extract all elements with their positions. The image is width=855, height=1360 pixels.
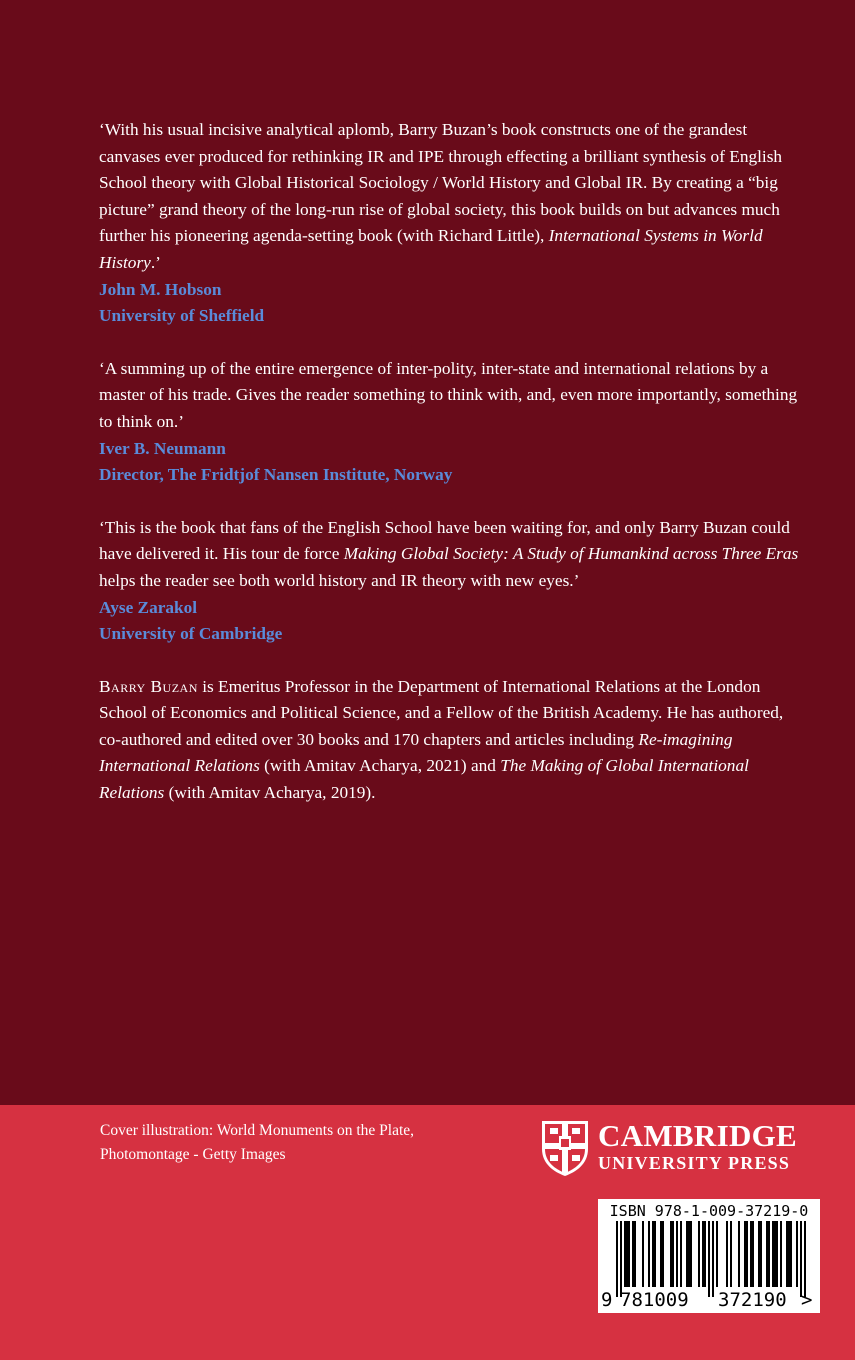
cover-credit	[100, 1119, 414, 1167]
barcode-bar	[776, 1221, 778, 1287]
barcode-digit-first: 9	[601, 1289, 613, 1311]
isbn-barcode	[598, 1199, 820, 1313]
barcode-bar	[680, 1221, 682, 1287]
barcode-bar	[670, 1221, 672, 1287]
publisher-name-line-1: CAMBRIDGE	[598, 1118, 798, 1153]
endorser-name: John M. Hobson	[99, 279, 222, 299]
author-bio: Barry Buzan is Emeritus Professor in the Department of International Relations at the London School of Economics and Political Science, and a Fellow of the British Academy. He has authored, co-authored and edited over 30 books and 170 chapters and articles including Re-imagining International Relations (with Amitav Acharya, 2021) and The Making of Global International Relations (with Amitav Acharya, 2019).	[99, 676, 784, 803]
barcode-bar	[752, 1221, 754, 1287]
barcode-bar	[654, 1221, 656, 1287]
barcode-bar	[662, 1221, 664, 1287]
back-cover-text	[99, 117, 804, 807]
barcode-bar	[780, 1221, 782, 1287]
author-name: Barry Buzan	[99, 676, 198, 696]
endorser-affiliation: University of Sheffield	[99, 306, 265, 326]
barcode-bar	[790, 1221, 792, 1287]
publisher-name	[598, 1119, 797, 1173]
barcode-guard-bar	[804, 1221, 806, 1297]
endorser-affiliation: University of Cambridge	[99, 624, 283, 644]
barcode-bar	[768, 1221, 770, 1287]
barcode-bar	[628, 1221, 630, 1287]
barcode-bar	[652, 1221, 654, 1287]
cover-credit-line-2: Photomontage - Getty Images	[100, 1146, 286, 1163]
back-cover-footer-band	[0, 1105, 855, 1360]
barcode-bar	[626, 1221, 628, 1287]
endorser-affiliation: Director, The Fridtjof Nansen Institute, Norway	[99, 465, 453, 485]
barcode-bar	[704, 1221, 706, 1287]
endorsement-3	[99, 515, 804, 648]
endorsement-1	[99, 117, 804, 330]
cover-credit-line-1: Cover illustration: World Monuments on the Plate,	[100, 1122, 415, 1139]
barcode-bar	[660, 1221, 662, 1287]
barcode-guard-bar	[708, 1221, 710, 1297]
barcode-guard-bar	[616, 1221, 618, 1297]
barcode-bar	[796, 1221, 798, 1287]
barcode-bar	[738, 1221, 740, 1287]
endorser-name: Iver B. Neumann	[99, 438, 226, 458]
barcode-bar	[788, 1221, 790, 1287]
barcode-bar	[698, 1221, 700, 1287]
barcode-bar	[690, 1221, 692, 1287]
endorsement-quote: ‘This is the book that fans of the English School have been waiting for, and only Barry Buzan could have delivered it. His tour de force Making Global Society: A Study of Humankind across Three Eras helps the reader see both world history and IR theory with new eyes.’	[99, 517, 799, 590]
barcode-bar	[624, 1221, 626, 1287]
barcode-digits-left: 781009	[620, 1289, 689, 1311]
barcode-bar	[758, 1221, 760, 1287]
barcode-bar	[766, 1221, 768, 1287]
barcode-guard-bar	[620, 1221, 622, 1297]
barcode-bar	[672, 1221, 674, 1287]
barcode-bar	[686, 1221, 688, 1287]
endorser-name: Ayse Zarakol	[99, 597, 198, 617]
barcode-bar	[760, 1221, 762, 1287]
publisher-name-line-2: UNIVERSITY PRESS	[598, 1153, 791, 1173]
barcode-bar	[688, 1221, 690, 1287]
barcode-bar	[642, 1221, 644, 1287]
barcode-bar	[726, 1221, 728, 1287]
cambridge-shield-icon	[540, 1119, 590, 1177]
endorsement-quote: ‘With his usual incisive analytical aplomb, Barry Buzan’s book constructs one of the grandest canvases ever produced for rethinking IR and IPE through effecting a brilliant synthesis of English School theory with Global Historical Sociology / World History and Global IR. By creating a “big picture” grand theory of the long-run rise of global society, this book builds on but advances much further his pioneering agenda-setting book (with Richard Little), International Systems in World History.’	[99, 120, 783, 272]
barcode-bar	[750, 1221, 752, 1287]
barcode-bar	[648, 1221, 650, 1287]
barcode-bar	[730, 1221, 732, 1287]
barcode-bar	[676, 1221, 678, 1287]
barcode-guard-bar	[712, 1221, 714, 1297]
barcode-bar	[774, 1221, 776, 1287]
barcode-end-mark: >	[801, 1289, 813, 1311]
endorsement-2	[99, 356, 804, 489]
barcode-guard-bar	[800, 1221, 802, 1297]
publisher-logo	[540, 1119, 822, 1177]
endorsement-quote: ‘A summing up of the entire emergence of inter-polity, inter-state and international relations by a master of his trade. Gives the reader something to think with, and, even more importantly, something to think on.’	[99, 358, 798, 431]
barcode-bar	[702, 1221, 704, 1287]
barcode-bar	[772, 1221, 774, 1287]
barcode-bar	[634, 1221, 636, 1287]
barcode-digits-right: 372190	[718, 1289, 787, 1311]
barcode-bar	[746, 1221, 748, 1287]
barcode-bar	[786, 1221, 788, 1287]
barcode-bar	[632, 1221, 634, 1287]
isbn-label: ISBN 978-1-009-37219-0	[609, 1202, 809, 1220]
barcode-bar	[716, 1221, 718, 1287]
barcode-bar	[744, 1221, 746, 1287]
